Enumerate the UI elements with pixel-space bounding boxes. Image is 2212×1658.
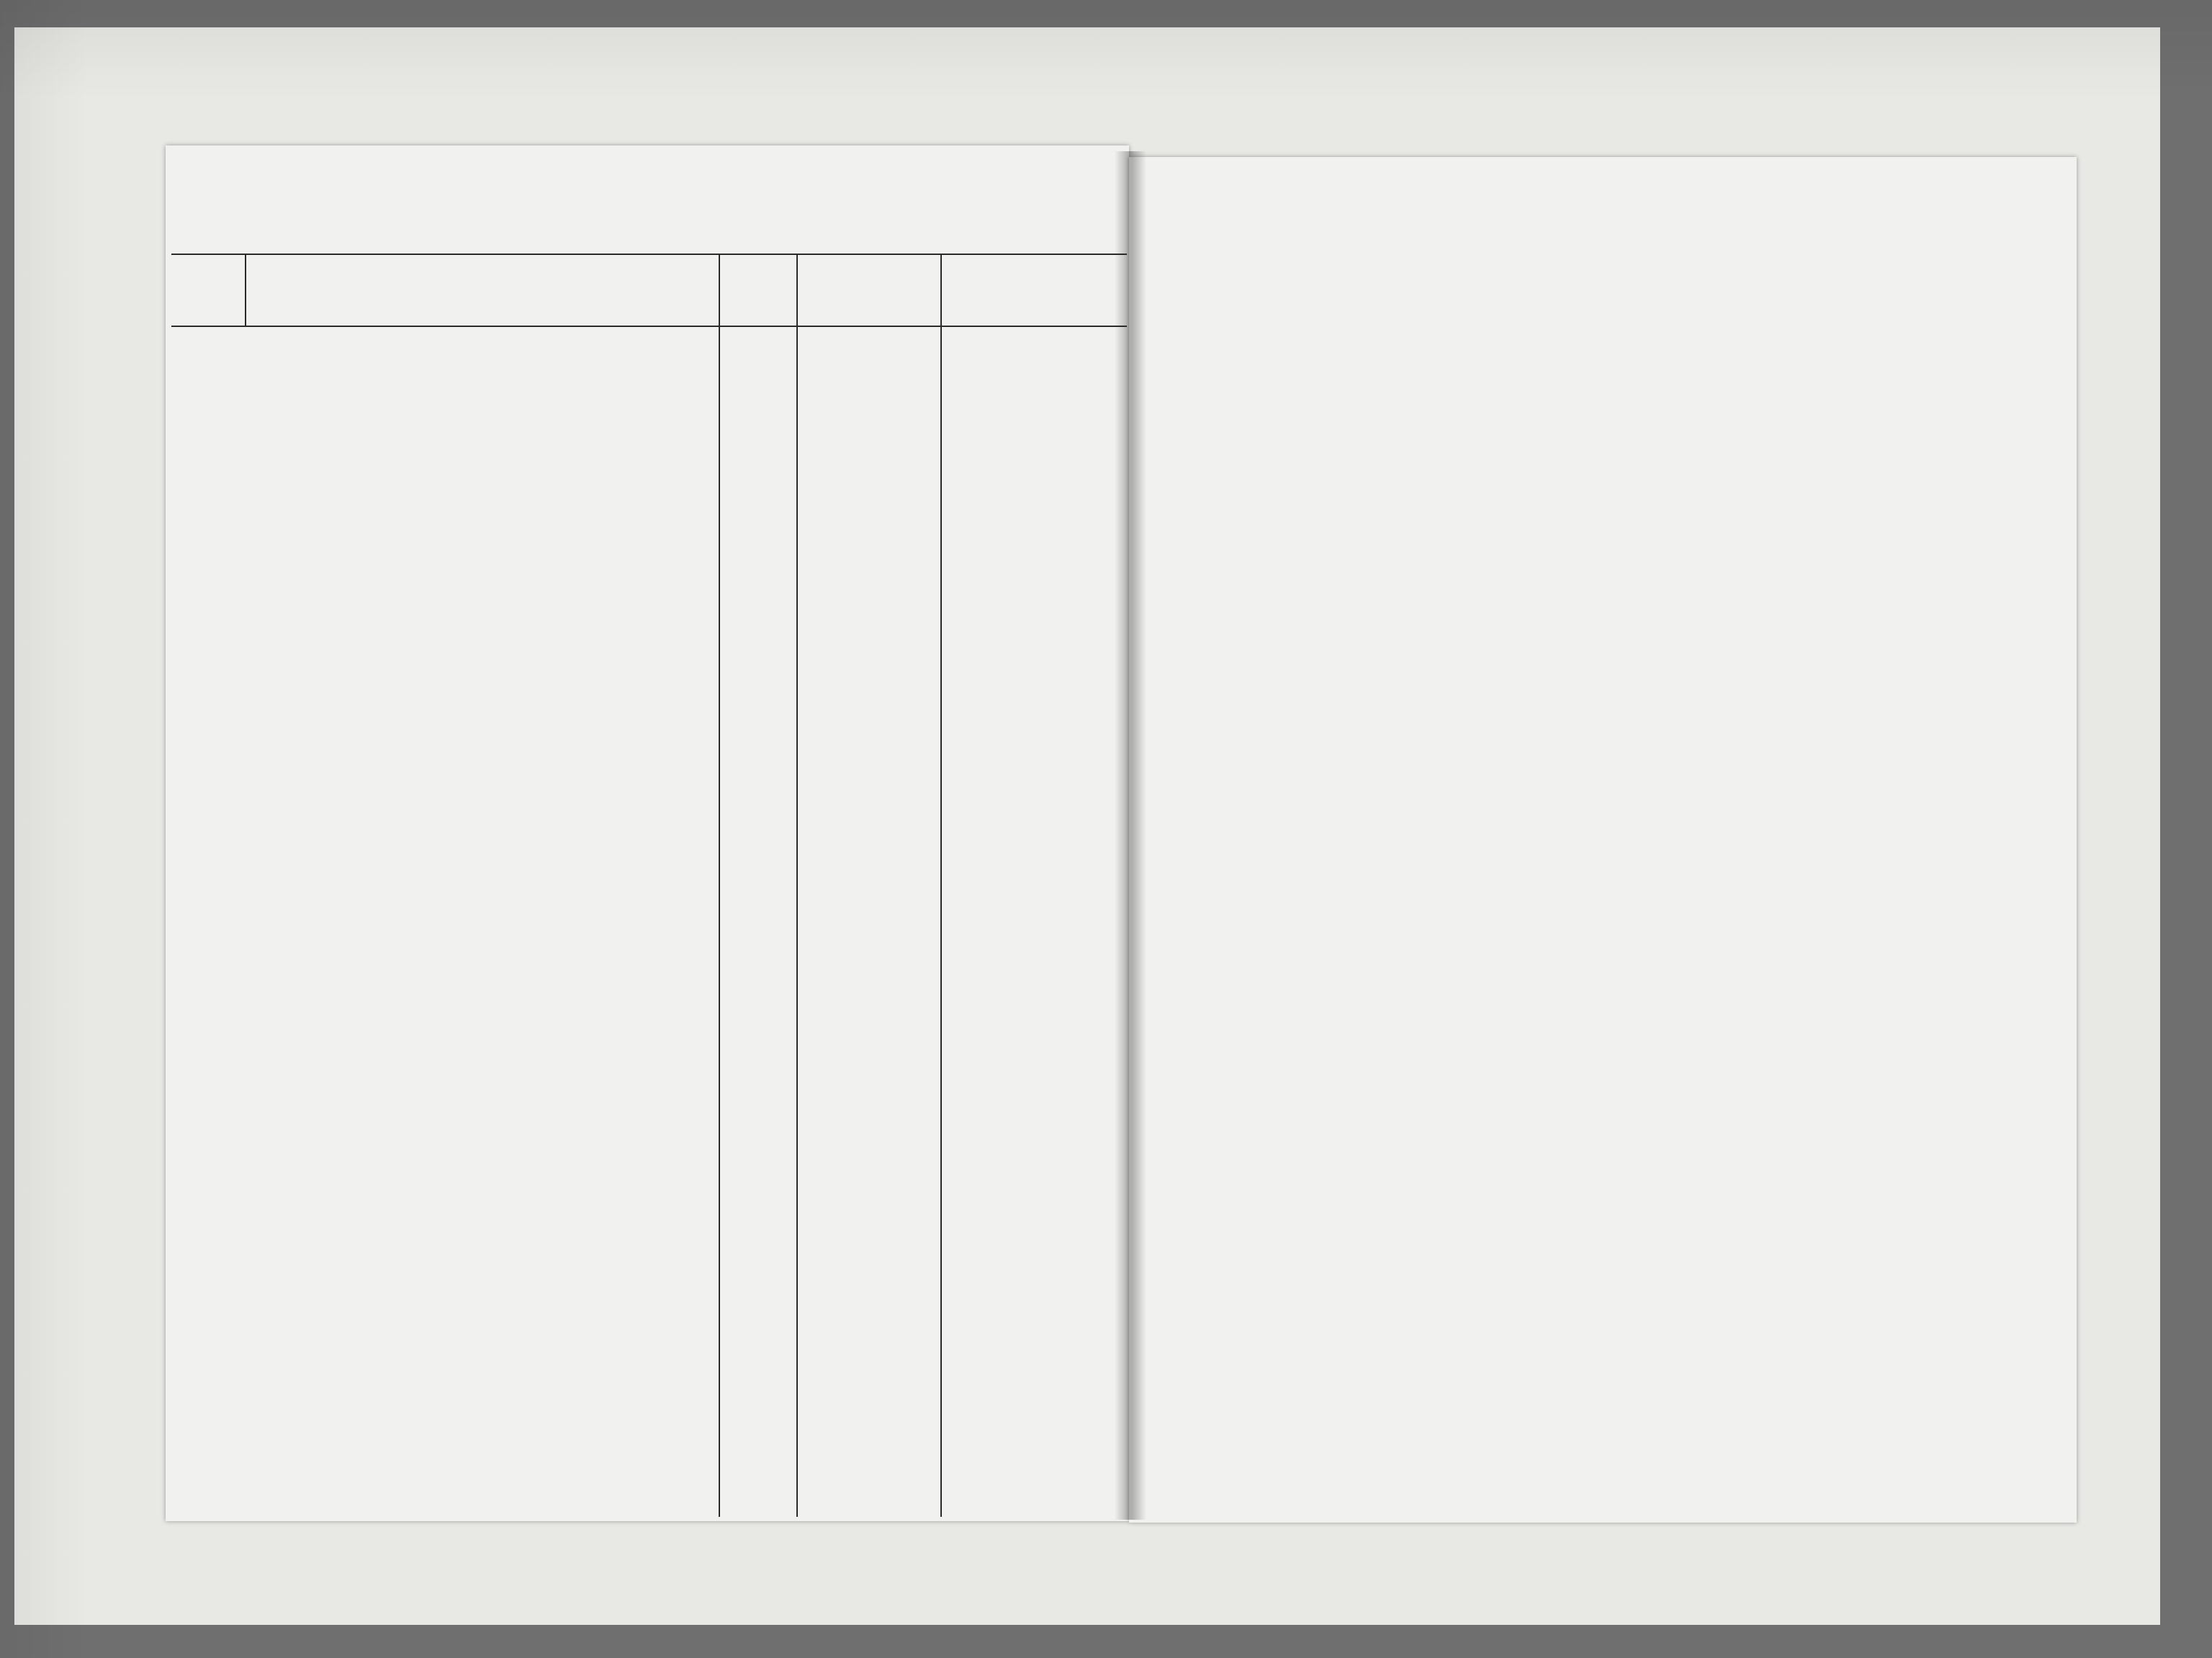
left-column-rule [245, 255, 246, 326]
left-column-rule [719, 255, 720, 1517]
left-column-rule [940, 255, 942, 1517]
book-gutter [1115, 151, 1146, 1520]
left-column-rule [796, 255, 798, 1517]
left-header-rule [171, 326, 1127, 327]
left-page [166, 145, 1129, 1521]
left-table-top-rule [171, 254, 1127, 255]
right-page [1129, 157, 2077, 1523]
